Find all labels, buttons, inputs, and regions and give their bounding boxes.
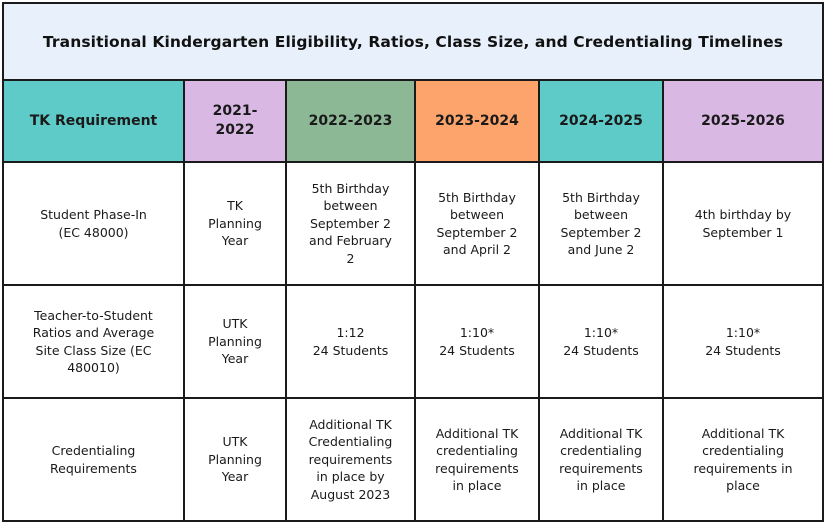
header-row	[3, 80, 823, 162]
cell-2024-2025: 5th Birthday between September 2 and June 2	[539, 162, 663, 285]
header-2024-2025: 2024-2025	[539, 80, 663, 162]
timeline-table	[2, 79, 824, 522]
cell-2022-2023: Additional TK Credentialing requirements in place by August 2023	[286, 398, 415, 521]
cell-2023-2024: 1:10* 24 Students	[415, 285, 539, 398]
cell-2022-2023: 1:12 24 Students	[286, 285, 415, 398]
header-2023-2024: 2023-2024	[415, 80, 539, 162]
header-2021-2022: 2021- 2022	[184, 80, 286, 162]
table-row-ratios	[3, 285, 823, 398]
cell-2021-2022: UTK Planning Year	[184, 398, 286, 521]
table-row-student-phase-in	[3, 162, 823, 285]
cell-2025-2026: 4th birthday by September 1	[663, 162, 823, 285]
row-label: Student Phase-In (EC 48000)	[3, 162, 184, 285]
cell-2025-2026: Additional TK credentialing requirements in place	[663, 398, 823, 521]
header-2022-2023: 2022-2023	[286, 80, 415, 162]
table-title: Transitional Kindergarten Eligibility, Ratios, Class Size, and Credentialing Timelines	[2, 2, 824, 81]
cell-2021-2022: UTK Planning Year	[184, 285, 286, 398]
row-label: Credentialing Requirements	[3, 398, 184, 521]
row-label: Teacher-to-Student Ratios and Average Site Class Size (EC 480010)	[3, 285, 184, 398]
cell-2021-2022: TK Planning Year	[184, 162, 286, 285]
table-row-credentialing	[3, 398, 823, 521]
cell-2023-2024: Additional TK credentialing requirements in place	[415, 398, 539, 521]
cell-2024-2025: Additional TK credentialing requirements in place	[539, 398, 663, 521]
cell-2025-2026: 1:10* 24 Students	[663, 285, 823, 398]
cell-2023-2024: 5th Birthday between September 2 and April 2	[415, 162, 539, 285]
cell-2024-2025: 1:10* 24 Students	[539, 285, 663, 398]
header-2025-2026: 2025-2026	[663, 80, 823, 162]
cell-2022-2023: 5th Birthday between September 2 and February 2	[286, 162, 415, 285]
header-tk-requirement: TK Requirement	[3, 80, 184, 162]
